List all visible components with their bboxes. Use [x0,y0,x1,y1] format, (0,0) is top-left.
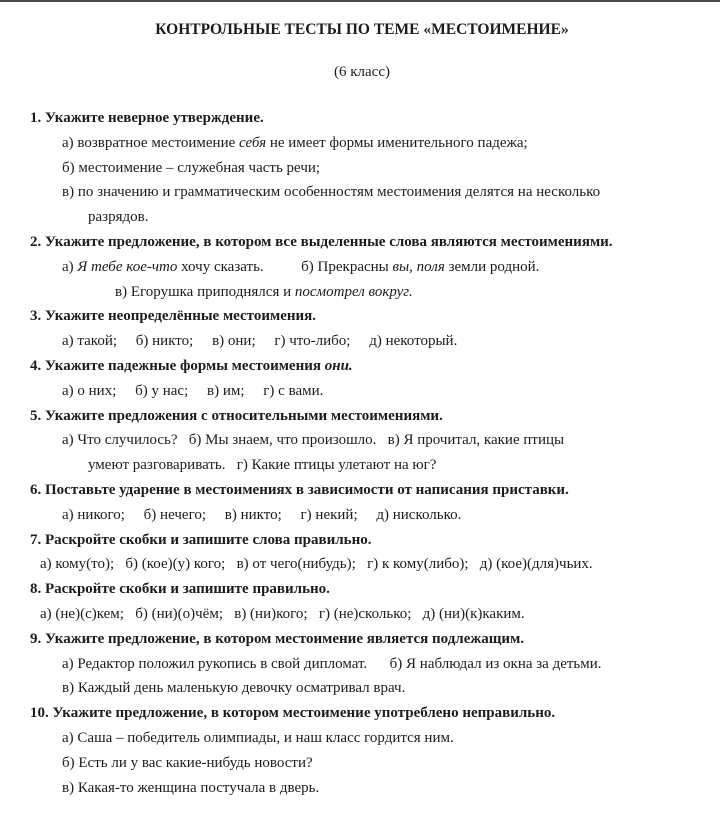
question [30,701,694,800]
question [30,230,694,304]
question-prompt [30,627,694,652]
answer-options-line [88,205,694,230]
emphasized-text: посмотрел вокруг. [294,283,413,300]
answer-options-line [62,329,694,354]
text-segment: а) возвратное местоимение [62,134,240,151]
question-prompt [30,404,694,429]
text-segment: 5. Укажите предложения с относительными местоимениями. [30,407,443,424]
questions-list [30,106,694,800]
question [30,304,694,354]
text-segment: 7. Раскройте скобки и запишите слова правильно. [30,531,372,548]
text-segment: а) Саша – победитель олимпиады, и наш класс гордится ним. [62,729,454,746]
answer-options-line [62,652,694,677]
answer-options-line [62,503,694,528]
question-prompt [30,354,694,379]
answer-options-line [62,379,694,404]
answer-options-line [62,776,694,801]
text-segment: 3. Укажите неопределённые местоимения. [30,308,317,325]
question-prompt [30,701,694,726]
answer-options-line [62,428,694,453]
question-prompt [30,478,694,503]
text-segment: а) [62,258,78,275]
text-segment: а) (не)(с)кем; б) (ни)(о)чём; в) (ни)кого; г) (не)сколько; д) (ни)(к)каким. [40,605,525,622]
answer-options-line [62,751,694,776]
text-segment: земли родной. [444,258,540,275]
text-segment: в) Какая-то женщина постучала в дверь. [62,779,320,796]
text-segment: а) кому(то); б) (кое)(у) кого; в) от чего(нибудь); г) к кому(либо); д) (кое)(для)чьих. [40,556,593,573]
answer-options-line [88,453,694,478]
question-prompt [30,230,694,255]
text-segment: а) никого; б) нечего; в) никто; г) некий; д) нисколько. [62,506,462,523]
text-segment: 9. Укажите предложение, в котором местоимение является подлежащим. [30,630,525,647]
text-segment: в) по значению и грамматическим особенностям местоимения делятся на несколько [62,184,601,201]
text-segment: а) о них; б) у нас; в) им; г) с вами. [62,382,324,399]
text-segment: в) Егорушка приподнялся и [115,283,295,300]
text-segment: разрядов. [88,209,149,226]
question-prompt [30,106,694,131]
answer-options-line [62,255,694,280]
answer-options-line [62,676,694,701]
question [30,528,694,578]
text-segment: 10. Укажите предложение, в котором местоимение употреблено неправильно. [30,705,556,722]
text-segment: не имеет формы именительного падежа; [266,134,528,151]
emphasized-text: себя [239,134,267,151]
answer-options-line [62,726,694,751]
text-segment: а) такой; б) никто; в) они; г) что-либо; д) некоторый. [62,333,458,350]
emphasized-text: они. [324,357,353,374]
text-segment: в) Каждый день маленькую девочку осматривал врач. [62,680,406,697]
question-prompt [30,528,694,553]
question [30,354,694,404]
question [30,478,694,528]
text-segment: 1. Укажите неверное утверждение. [30,110,264,126]
question [30,627,694,701]
text-segment: а) Редактор положил рукопись в свой дипломат. б) Я наблюдал из окна за детьми. [62,655,602,672]
text-segment: хочу сказать. б) Прекрасны [177,258,393,275]
text-segment: б) местоимение – служебная часть речи; [62,159,321,176]
answer-options-line [62,156,694,181]
question-prompt [30,577,694,602]
document-title: КОНТРОЛЬНЫЕ ТЕСТЫ ПО ТЕМЕ «МЕСТОИМЕНИЕ» [155,21,569,38]
text-segment: 4. Укажите падежные формы местоимения [30,357,325,374]
text-segment: умеют разговаривать. г) Какие птицы улетают на юг? [88,457,437,474]
page-top-border [0,0,720,2]
question [30,577,694,627]
question [30,106,694,230]
emphasized-text: Я тебе кое-что [77,258,178,275]
text-segment: 8. Раскройте скобки и запишите правильно. [30,581,330,598]
question [30,404,694,478]
question-prompt [30,304,694,329]
emphasized-text: вы, поля [392,258,445,275]
text-segment: а) Что случилось? б) Мы знаем, что произошло. в) Я прочитал, какие птицы [62,432,565,449]
answer-options-line [62,180,694,205]
answer-options-line [40,602,694,627]
answer-options-line [40,552,694,577]
document-subtitle: (6 класс) [334,64,390,80]
text-segment: 6. Поставьте ударение в местоимениях в зависимости от написания приставки. [30,481,569,498]
text-segment: б) Есть ли у вас какие-нибудь новости? [62,754,313,771]
answer-options-line [62,131,694,156]
answer-options-line [115,280,694,305]
text-segment: 2. Укажите предложение, в котором все выделенные слова являются местоимениями. [30,233,613,250]
